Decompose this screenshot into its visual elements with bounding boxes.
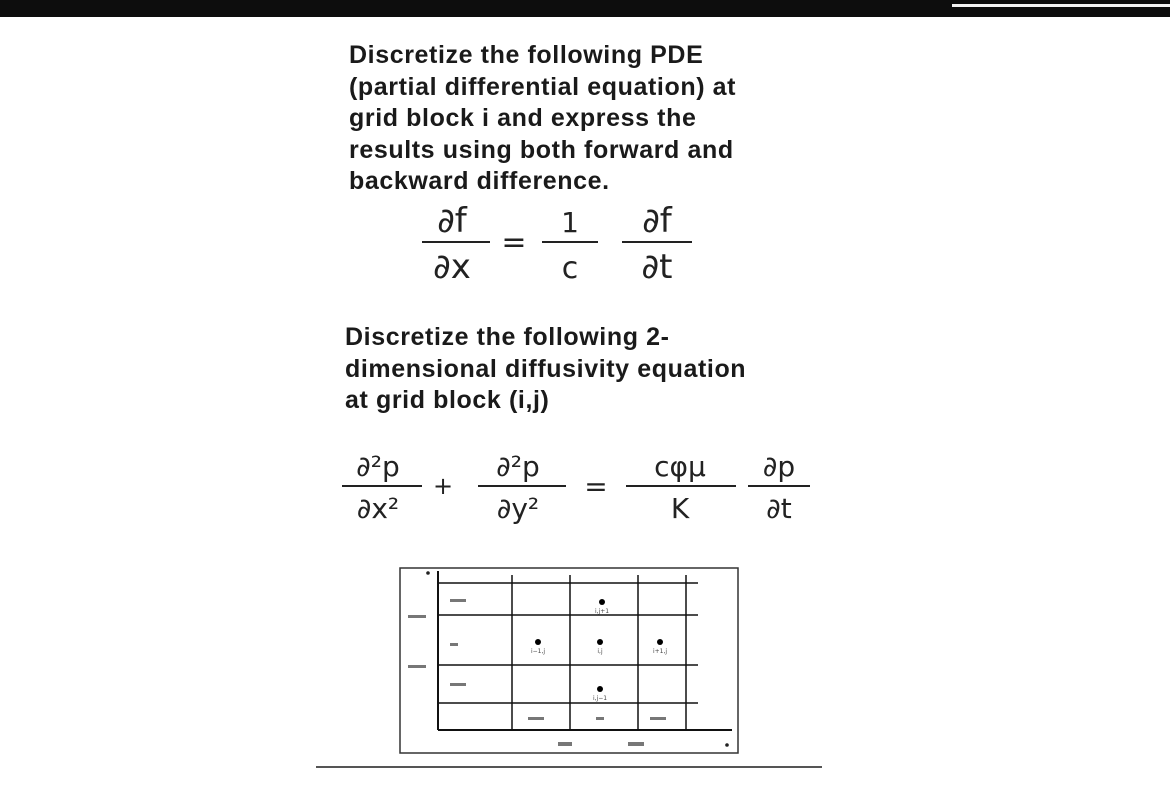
grid-frame (400, 568, 738, 753)
node-label-top: i,j+1 (594, 608, 610, 615)
node-label-bottom: i,j−1 (592, 695, 608, 702)
axis-dot (725, 743, 729, 747)
eq2-coef-denominator: K (670, 492, 690, 525)
problem-1-text (349, 40, 829, 198)
node-label-left: i−1,j (530, 648, 546, 655)
top-border-bar (0, 0, 1170, 17)
top-border-line (952, 4, 1170, 7)
eq2-coef-numerator: cφμ (654, 450, 706, 483)
problem-2-line: Discretize the following 2- (345, 323, 670, 351)
grid-node-right (657, 639, 663, 645)
eq1-lhs-denominator: ∂x (433, 247, 471, 287)
eq1-coef-denominator: c (561, 251, 579, 286)
eq1-coef-numerator: 1 (561, 206, 579, 239)
eq2-term2-numerator: ∂²p (496, 450, 540, 483)
eq2-rhs-denominator: ∂t (766, 492, 792, 525)
illegible-tick-marks (408, 599, 666, 746)
page-bottom-line (316, 766, 822, 768)
eq2-term1-denominator: ∂x² (356, 492, 400, 525)
problem-2-text (345, 322, 835, 417)
problem-1-line: backward difference. (349, 167, 610, 195)
problem-1-line: Discretize the following PDE (349, 41, 704, 69)
node-label-center: i,j (597, 648, 603, 655)
grid-block-diagram (300, 555, 760, 765)
equation-2 (330, 448, 830, 528)
eq1-equals: = (501, 225, 527, 260)
problem-1-line: grid block i and express the (349, 104, 697, 132)
equation-1 (410, 198, 710, 290)
problem-1-line: results using both forward and (349, 135, 734, 164)
grid-node-top (599, 599, 605, 605)
problem-2-line: at grid block (i,j) (345, 386, 550, 414)
eq2-rhs-numerator: ∂p (762, 450, 796, 483)
eq2-term2-denominator: ∂y² (496, 492, 540, 525)
problem-2-line: dimensional diffusivity equation (345, 354, 747, 383)
eq2-equals: = (584, 470, 608, 503)
node-label-right: i+1,j (652, 648, 668, 655)
grid-node-bottom (597, 686, 603, 692)
eq2-plus: + (432, 472, 454, 500)
eq1-rhs-denominator: ∂t (641, 247, 673, 287)
eq2-term1-numerator: ∂²p (356, 450, 400, 483)
problem-1-line: (partial differential equation) at (349, 72, 737, 101)
eq1-lhs-numerator: ∂f (437, 201, 467, 241)
grid-node-left (535, 639, 541, 645)
eq1-rhs-numerator: ∂f (642, 201, 672, 241)
grid-node-center (597, 639, 603, 645)
axis-dot (426, 571, 430, 575)
